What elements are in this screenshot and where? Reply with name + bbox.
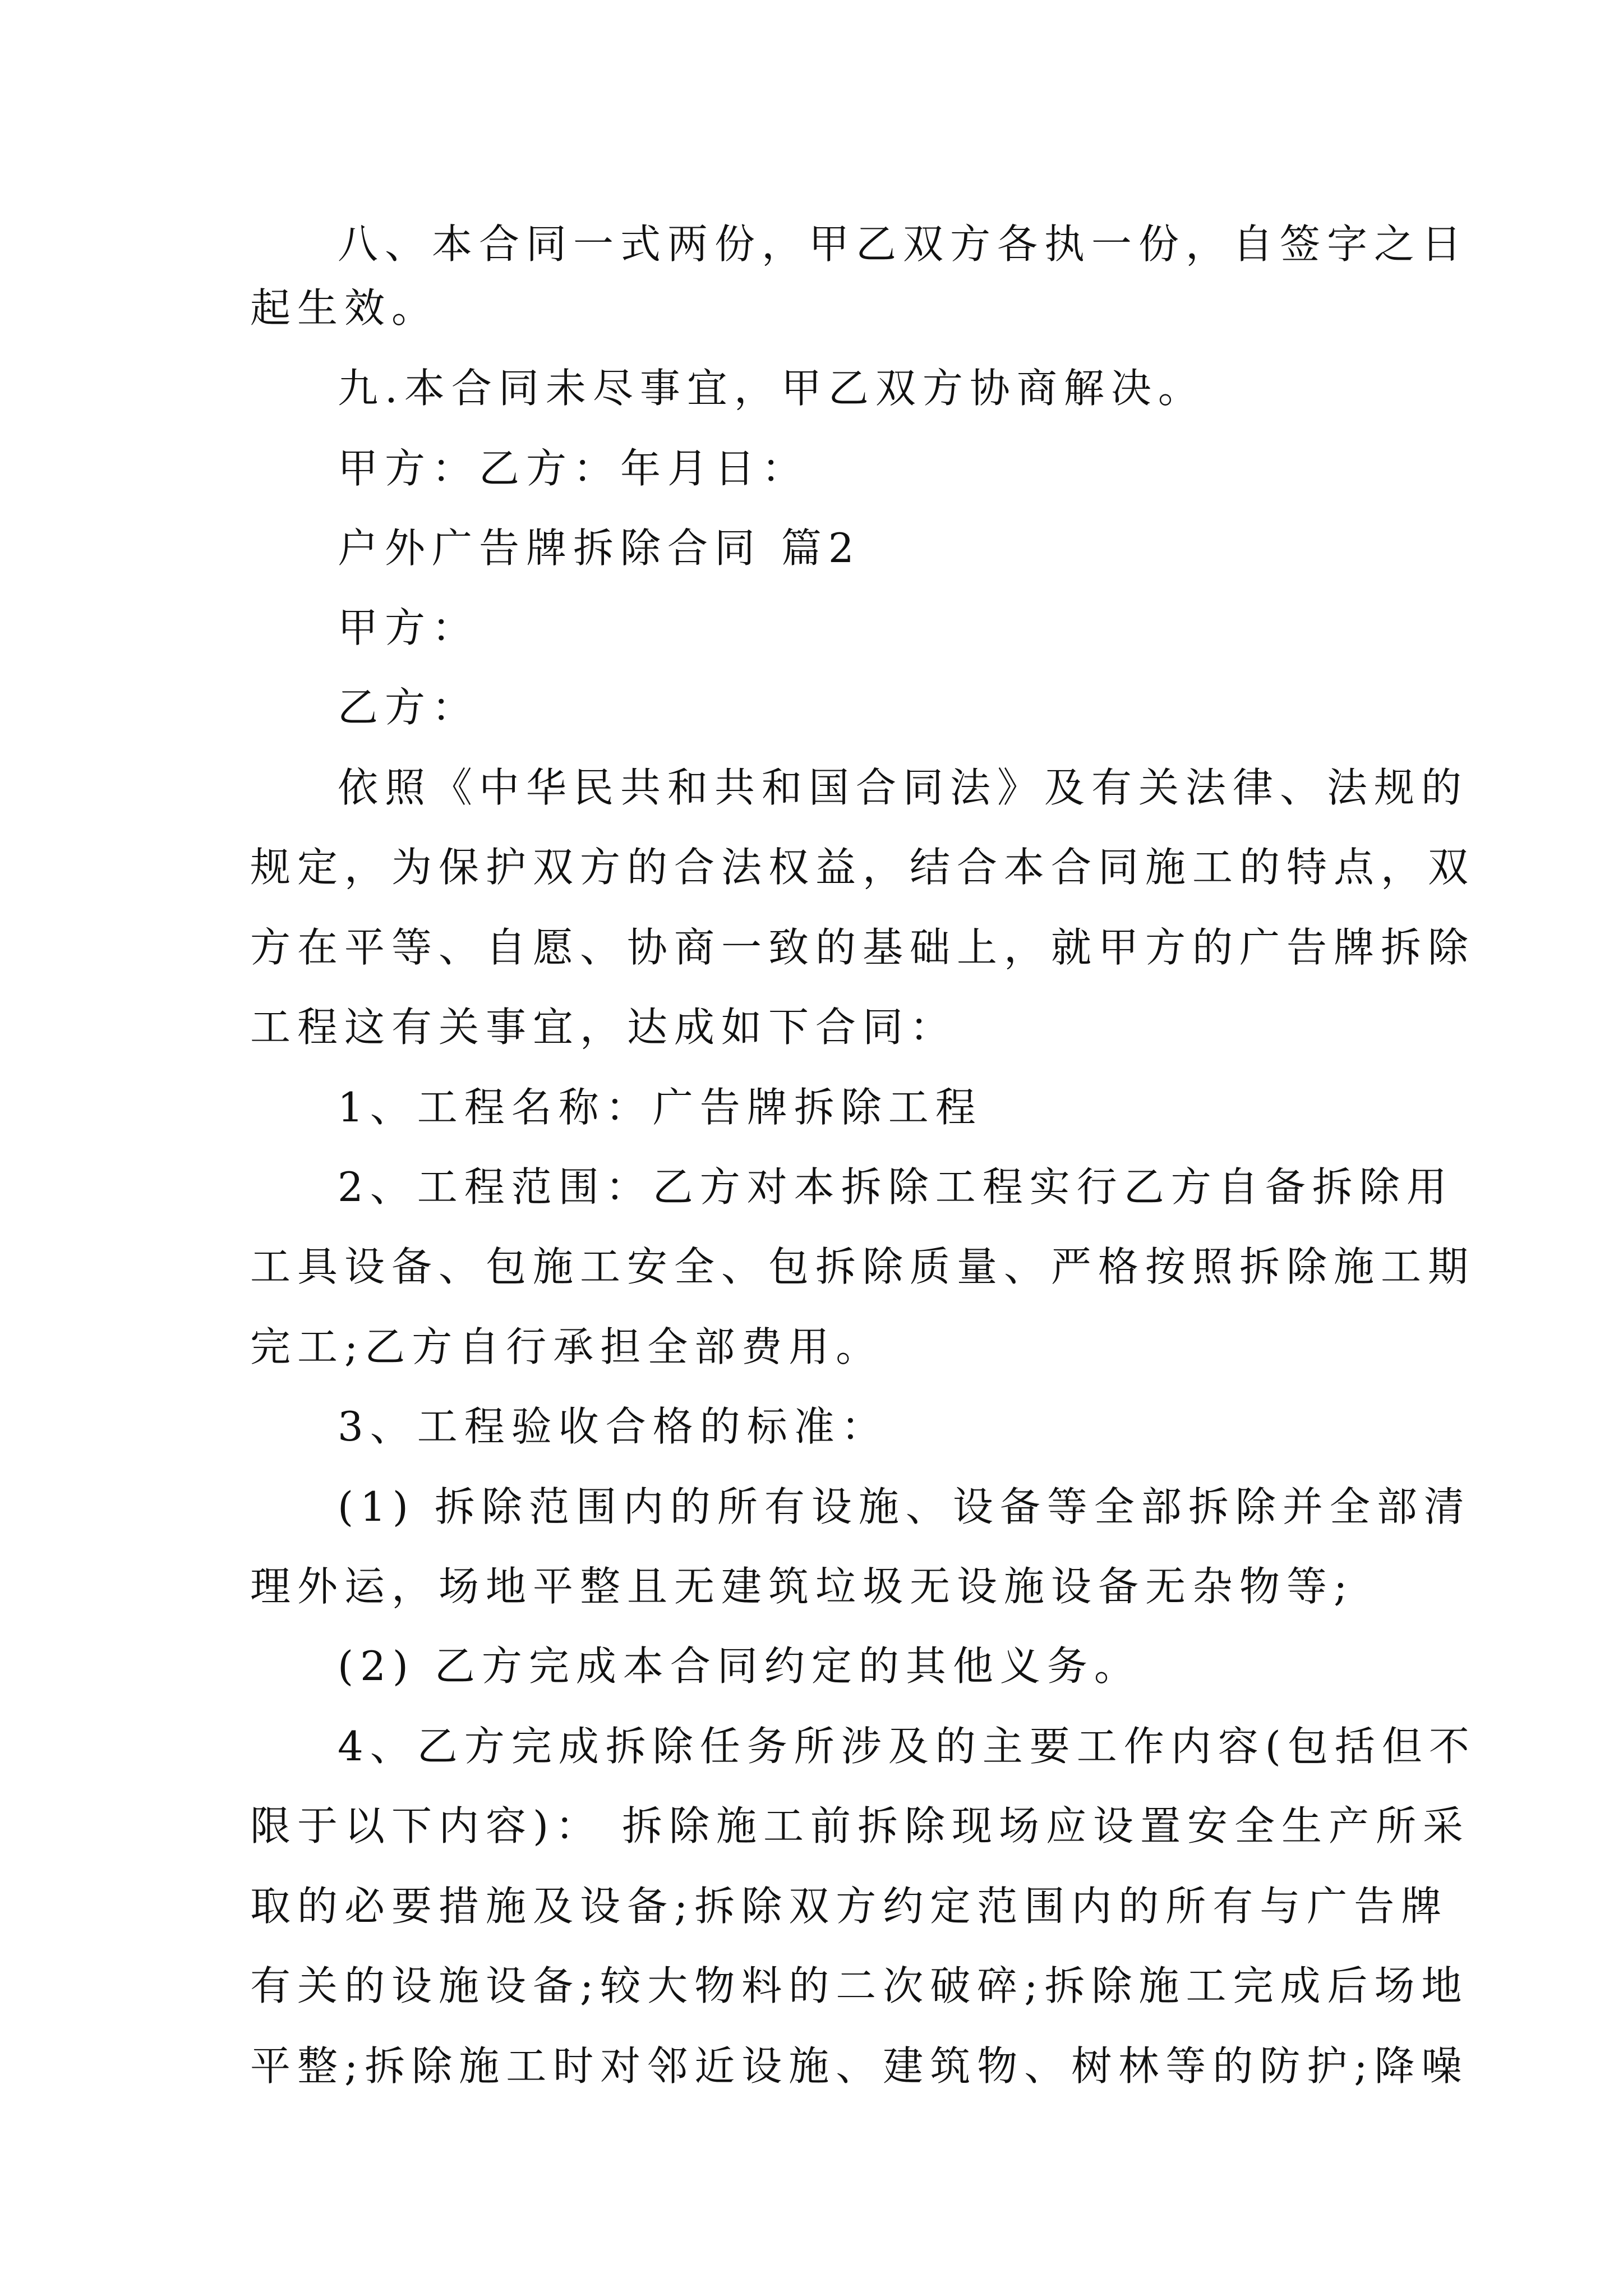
paragraph-line: 九.本合同未尽事宜，甲乙双方协商解决。 xyxy=(338,365,1205,412)
clause-line: 限于以下内容)： 拆除施工前拆除现场应设置安全生产所采 xyxy=(250,1802,1470,1849)
clause-line: 有关的设施设备;较大物料的二次破碎;拆除施工完成后场地 xyxy=(250,1962,1469,2009)
clause-line: 1、工程名称：广告牌拆除工程 xyxy=(338,1084,983,1131)
section-heading: 户外广告牌拆除合同 篇2 xyxy=(338,524,861,572)
party-b-line: 乙方： xyxy=(338,684,479,731)
clause-line: (1) 拆除范围内的所有设施、设备等全部拆除并全部清 xyxy=(338,1483,1471,1530)
signature-line: 甲方：乙方：年月日： xyxy=(338,445,809,492)
party-a-line: 甲方： xyxy=(338,604,479,651)
clause-line: 4、乙方完成拆除任务所涉及的主要工作内容(包括但不 xyxy=(338,1723,1476,1770)
clause-line: 2、工程范围：乙方对本拆除工程实行乙方自备拆除用 xyxy=(338,1163,1454,1211)
paragraph-line: 规定，为保护双方的合法权益，结合本合同施工的特点，双 xyxy=(250,844,1476,891)
clause-line: 理外运，场地平整且无建筑垃圾无设施设备无杂物等; xyxy=(250,1563,1354,1610)
clause-line: 平整;拆除施工时对邻近设施、建筑物、树林等的防护;降噪 xyxy=(250,2042,1469,2090)
clause-line: (2) 乙方完成本合同约定的其他义务。 xyxy=(338,1642,1141,1690)
paragraph-line: 八、本合同一式两份，甲乙双方各执一份，自签字之日 xyxy=(338,220,1469,268)
clause-line: 工具设备、包施工安全、包拆除质量、严格按照拆除施工期 xyxy=(250,1243,1476,1290)
clause-line: 完工;乙方自行承担全部费用。 xyxy=(250,1323,883,1370)
paragraph-line: 工程这有关事宜，达成如下合同： xyxy=(250,1004,957,1051)
paragraph-line: 起生效。 xyxy=(250,284,439,332)
clause-line: 取的必要措施及设备;拆除双方约定范围内的所有与广告牌 xyxy=(250,1883,1449,1930)
paragraph-line: 依照《中华民共和共和国合同法》及有关法律、法规的 xyxy=(338,764,1469,811)
paragraph-line: 方在平等、自愿、协商一致的基础上，就甲方的广告牌拆除 xyxy=(250,924,1476,971)
clause-line: 3、工程验收合格的标准： xyxy=(338,1403,888,1450)
